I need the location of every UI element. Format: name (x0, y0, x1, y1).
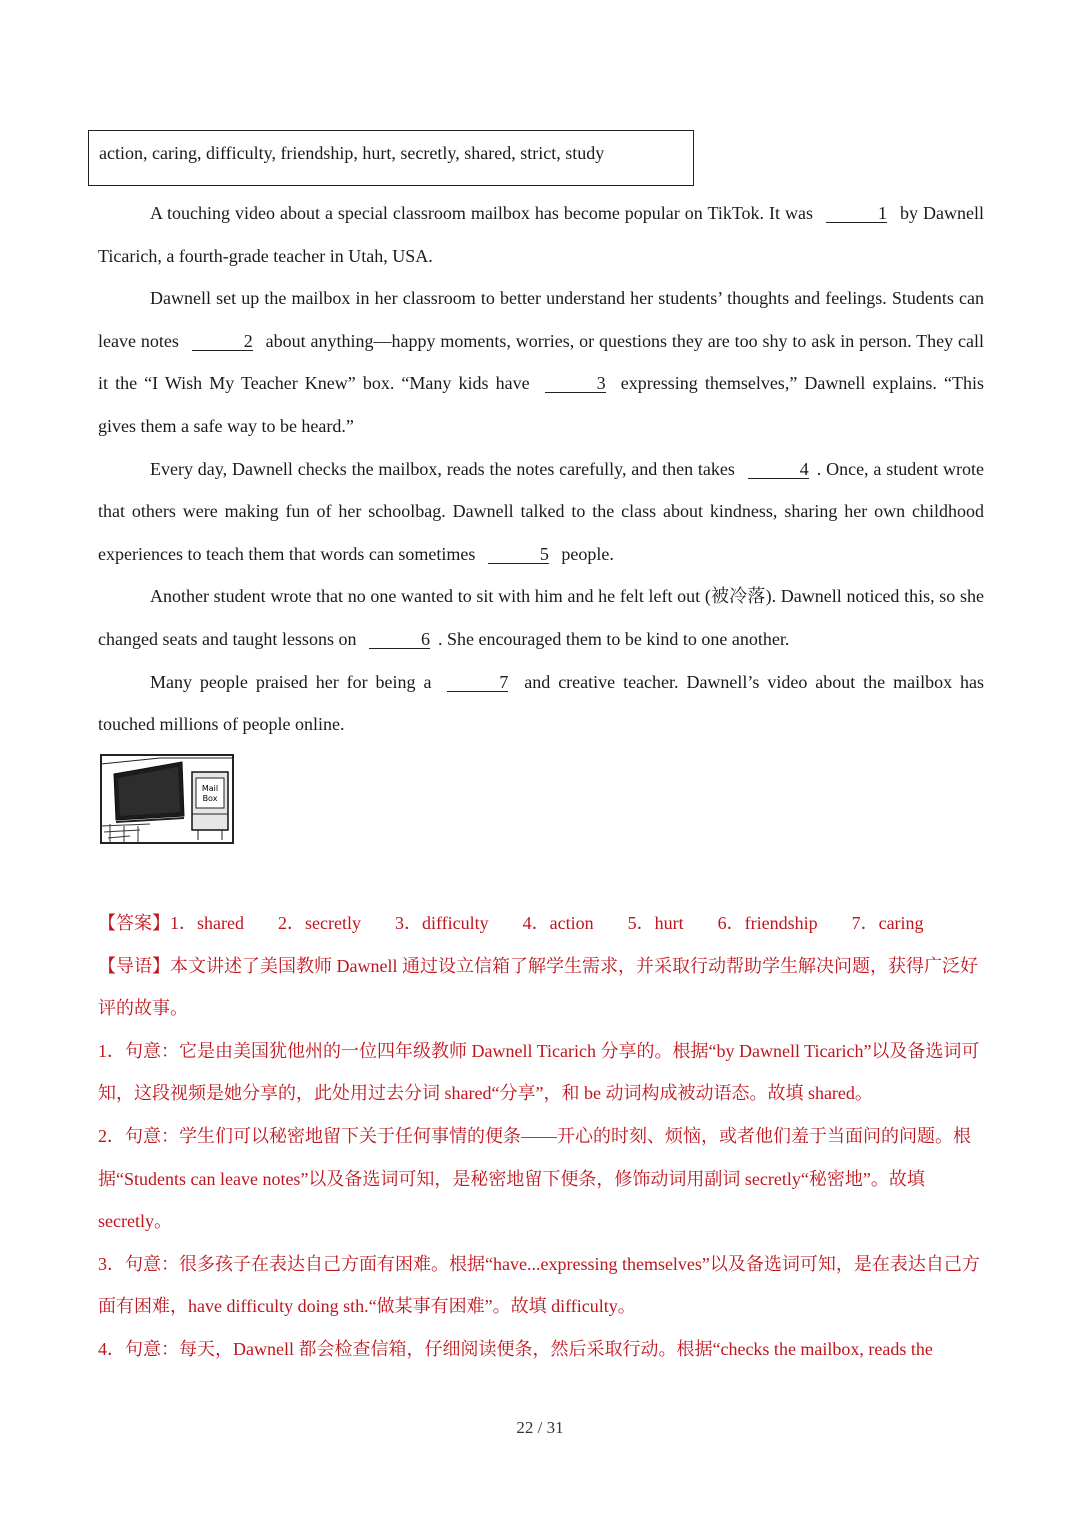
guide-label: 【导语】 (98, 955, 170, 976)
answer-label: 【答案】 (98, 913, 170, 933)
classroom-mailbox-illustration-icon (100, 754, 234, 844)
passage-paragraph-3 (98, 448, 984, 576)
answer-section (98, 902, 988, 1371)
passage-text: . She encouraged them to be kind to one another. (437, 628, 790, 649)
passage-text: by Dawnell Ticarich, a fourth-grade teacher in Utah, USA. (98, 203, 985, 266)
passage-paragraph-1 (98, 192, 984, 277)
passage-text: and creative teacher. Dawnell’s video about the mailbox has touched millions of people online. (98, 671, 984, 735)
passage-paragraph-5 (98, 661, 984, 746)
passage-text: . Once, a student wrote that others were making fun of her schoolbag. Dawnell talked to the class about kindness, sharing her own childhood experiences to teach them that words can sometimes (98, 458, 985, 564)
blank-6: 6 (369, 630, 430, 649)
answer-item-4: 4．action (522, 913, 594, 933)
explanation-2: 2．句意：学生们可以秘密地留下关于任何事情的便条——开心的时刻、烦恼，或者他们羞于当面问的问题。根据“Students can leave notes”以及备选词可知，是秘密地留下便条，修饰动词用副词 secretly“秘密地”。故填 secretly。 (98, 1125, 971, 1232)
passage-text: people. (561, 543, 614, 564)
explanation-1: 1．句意：它是由美国犹他州的一位四年级教师 Dawnell Ticarich 分享的。根据“by Dawnell Ticarich”以及备选词可知，这段视频是她分享的，此处用过去分词 shared“分享”，和 be 动词构成被动语态。故填 shared。 (98, 1040, 980, 1104)
mailbox-sign-line2: Box (202, 794, 218, 803)
blank-1: 1 (826, 204, 887, 223)
passage-text: Another student wrote that no one wanted to sit with him and he felt left out (被冷落). Dawnell noticed this, so she changed seats and taught lessons on (98, 586, 984, 649)
passage-text: A touching video about a special classroom mailbox has become popular on TikTok. It was (150, 203, 814, 223)
passage-text: expressing themselves,” Dawnell explains. “This gives them a safe way to be heard.” (98, 373, 985, 436)
passage-text: Many people praised her for being a (150, 671, 432, 692)
passage-text: Every day, Dawnell checks the mailbox, reads the notes carefully, and then takes (150, 458, 735, 479)
guide-text: 本文讲述了美国教师 Dawnell 通过设立信箱了解学生需求，并采取行动帮助学生解决问题，获得广泛好评的故事。 (98, 955, 978, 1019)
blank-5: 5 (488, 545, 549, 564)
page-number: 22 / 31 (516, 1418, 564, 1437)
answer-item-6: 6．friendship (717, 913, 818, 933)
answer-item-5: 5．hurt (627, 913, 684, 933)
mailbox-sign-line1: Mail (201, 784, 219, 793)
explanation-4: 4．句意：每天，Dawnell 都会检查信箱，仔细阅读便条，然后采取行动。根据“checks the mailbox, reads the (98, 1338, 933, 1359)
answer-item-1: 1．shared (170, 913, 244, 933)
word-bank-box (88, 130, 694, 186)
word-bank-text: action, caring, difficulty, friendship, hurt, secretly, shared, strict, study (99, 143, 605, 163)
passage-text: Dawnell set up the mailbox in her classroom to better understand her students’ thoughts and feelings. Students can leave notes (98, 288, 984, 351)
blank-3: 3 (545, 374, 606, 393)
answer-item-7: 7．caring (851, 913, 924, 933)
blank-2: 2 (192, 332, 253, 351)
explanation-3: 3．句意：很多孩子在表达自己方面有困难。根据“have...expressing themselves”以及备选词可知，是在表达自己方面有困难，have difficulty doing sth.“做某事有困难”。故填 difficulty。 (98, 1253, 980, 1317)
answer-item-3: 3．difficulty (394, 913, 489, 933)
answer-line (98, 902, 988, 945)
blank-4: 4 (748, 460, 809, 479)
guide-paragraph (98, 945, 988, 1030)
passage-paragraph-2 (98, 277, 984, 447)
passage-text: about anything—happy moments, worries, or questions they are too shy to ask in person. They call it the “I Wish My Teacher Knew” box. “Many kids have (98, 330, 984, 394)
blank-7: 7 (447, 673, 508, 692)
passage (98, 192, 984, 746)
passage-paragraph-4 (98, 575, 984, 660)
answer-item-2: 2．secretly (277, 913, 361, 933)
